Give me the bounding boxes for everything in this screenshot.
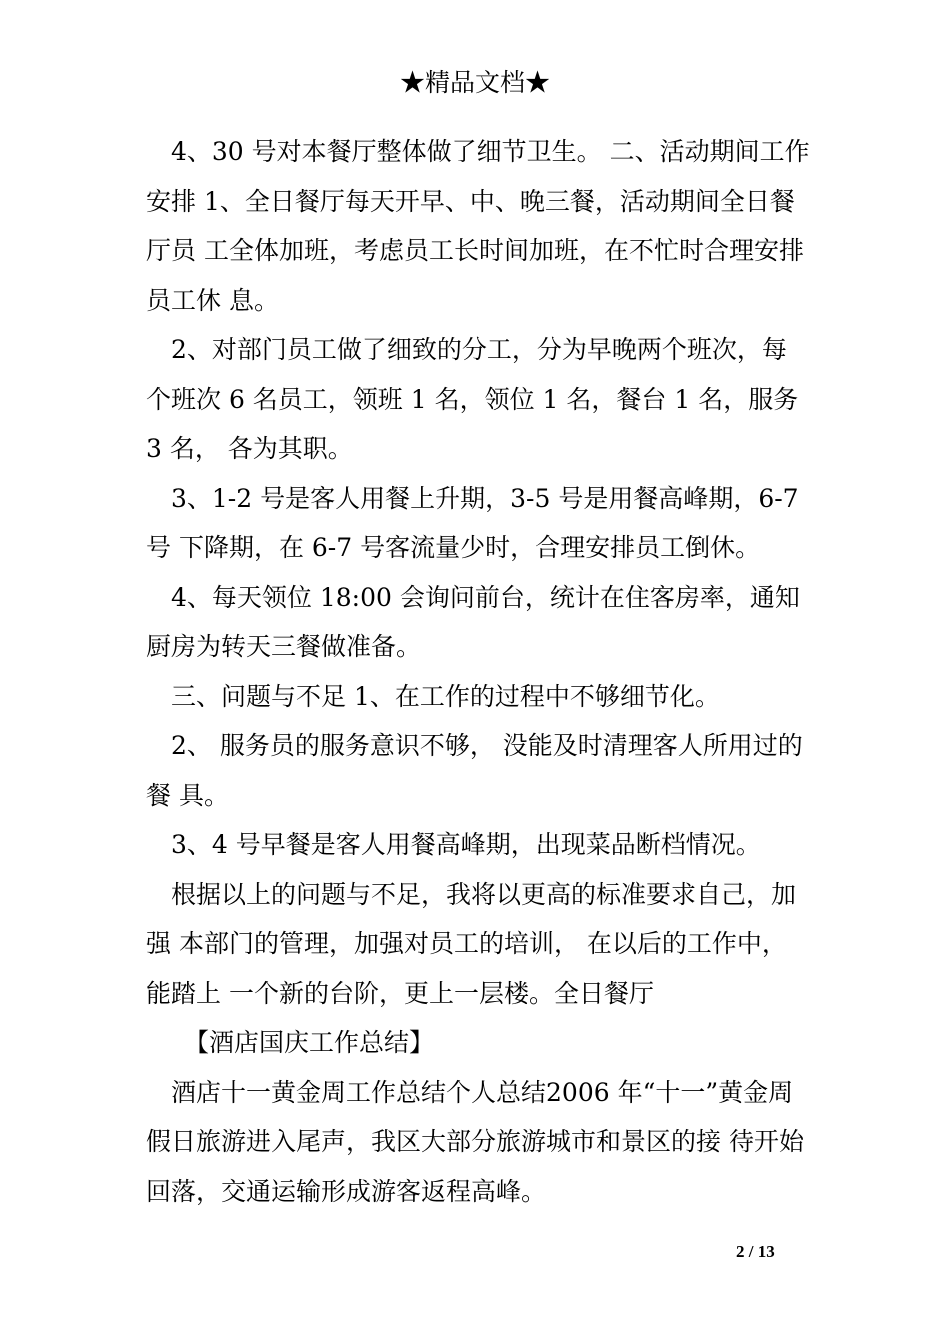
paragraph-breakfast-shortage: 3、4 号早餐是客人用餐高峰期，出现菜品断档情况。 [171,830,761,859]
paragraph-golden-week-summary: 酒店十一黄金周工作总结个人总结2006 年“十一”黄金周假日旅游进入尾声，我区大部分旅游城市和景区的接 待开始回落，交通运输形成游客返程高峰。 [146,1077,804,1206]
document-header-title: ★精品文档★ [399,68,550,97]
document-body [146,127,810,1216]
paragraph-problems-heading: 三、问题与不足 1、在工作的过程中不够细节化。 [171,681,720,711]
page-number: 2 / 13 [736,1242,775,1261]
paragraph-service-awareness: 2、 服务员的服务意识不够， 没能及时清理客人所用过的餐 具。 [146,731,803,810]
paragraph-front-desk-inquiry: 4、每天领位 18:00 会询问前台，统计在住客房率，通知厨房为转天三餐做准备。 [146,582,800,661]
section-title-national-day-summary: 【酒店国庆工作总结】 [184,1028,435,1057]
paragraph-staff-shifts: 2、对部门员工做了细致的分工，分为早晚两个班次，每个班次 6 名员工，领班 1 名，领位 1 名，餐台 1 名，服务 3 名， 各为其职。 [146,335,807,463]
paragraph-work-arrangement: 4、30 号对本餐厅整体做了细节卫生。 二、活动期间工作安排 1、全日餐厅每天开早、中、晚三餐，活动期间全日餐厅员 工全体加班，考虑员工长时间加班，在不忙时合理安排员工休 息。 [146,137,810,315]
paragraph-improvement-plan: 根据以上的问题与不足，我将以更高的标准要求自己，加强 本部门的管理，加强对员工的培训， 在以后的工作中，能踏上 一个新的台阶，更上一层楼。全日餐厅 [146,879,797,1008]
paragraph-peak-periods: 3、1-2 号是客人用餐上升期，3-5 号是用餐高峰期，6-7 号 下降期，在 6-7 号客流量少时，合理安排员工倒休。 [146,483,807,562]
